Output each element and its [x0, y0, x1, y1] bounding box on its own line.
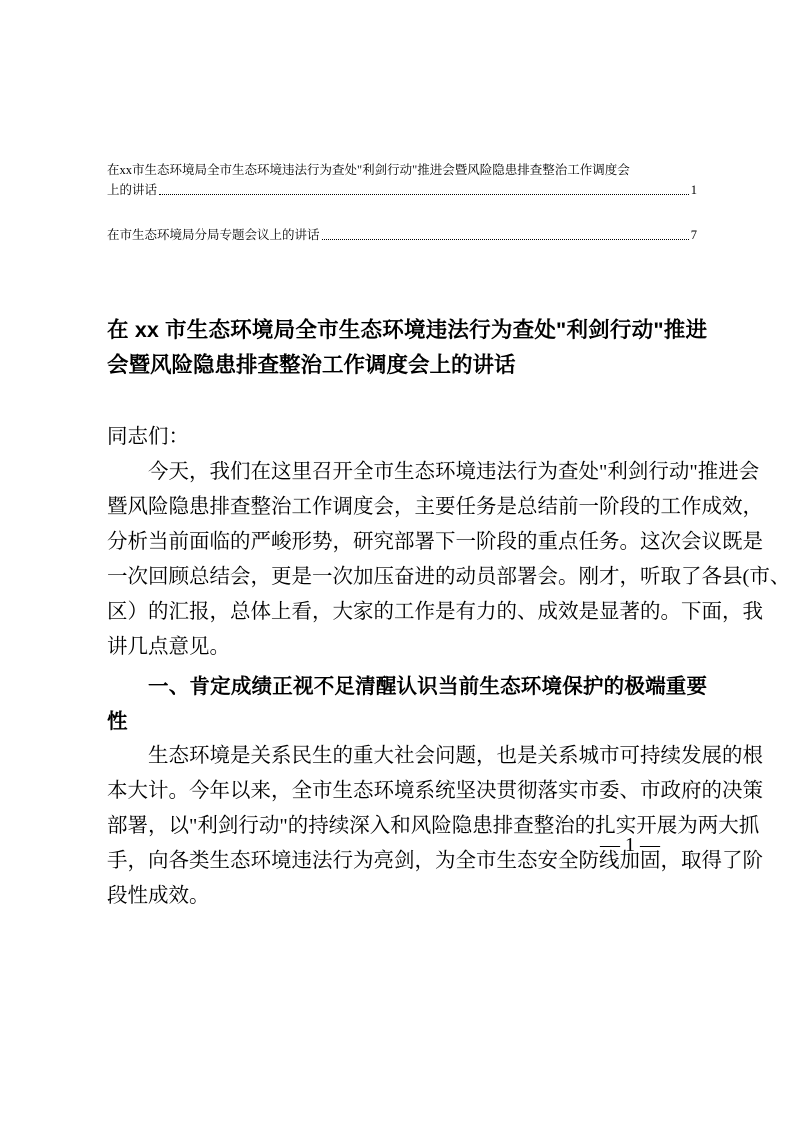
text-line: 段性成效。: [107, 885, 210, 907]
page-number: — 1 —: [600, 834, 660, 856]
toc-entry-title: 在xx市生态环境局全市生态环境违法行为查处"利剑行动"推进会暨风险隐患排查整治工作调度会: [107, 163, 630, 177]
toc-entry-1[interactable]: [107, 160, 697, 200]
salutation: 同志们：: [107, 426, 189, 448]
paragraph-1: [107, 455, 791, 665]
title-line: 会暨风险隐患排查整治工作调度会上的讲话: [107, 353, 516, 377]
text-line: 手，向各类生态环境违法行为亮剑，为全市生态安全防线加固，取得了阶: [107, 850, 763, 872]
toc-leader-dots: [322, 225, 689, 240]
text-line: 暨风险隐患排查整治工作调度会，主要任务是总结前一阶段的工作成效，: [107, 496, 763, 518]
text-line: 本大计。今年以来，全市生态环境系统坚决贯彻落实市委、市政府的决策: [107, 780, 763, 802]
section-heading-1: [107, 669, 707, 739]
toc-entry-title-cont: 上的讲话: [107, 183, 158, 197]
title-line: 在 xx 市生态环境局全市生态环境违法行为查处"利剑行动"推进: [107, 318, 707, 342]
text-line: 讲几点意见。: [107, 636, 230, 658]
text-line: 区）的汇报，总体上看，大家的工作是有力的、成效是显著的。下面，我: [107, 601, 763, 623]
heading-line: 一、肯定成绩正视不足清醒认识当前生态环境保护的极端重要: [148, 675, 707, 698]
toc-page-number: 7: [690, 228, 697, 242]
toc-page-number: 1: [690, 183, 697, 197]
toc-leader-dots: [159, 180, 689, 195]
text-line: 今天，我们在这里召开全市生态环境违法行为查处"利剑行动"推进会: [148, 461, 760, 483]
paragraph-2: [107, 739, 763, 914]
toc-entry-title: 在市生态环境局分局专题会议上的讲话: [107, 228, 320, 242]
toc-entry-2[interactable]: [107, 225, 697, 245]
text-line: 一次回顾总结会，更是一次加压奋进的动员部署会。刚才，听取了各县(市、: [107, 566, 791, 588]
text-line: 分析当前面临的严峻形势，研究部署下一阶段的重点任务。这次会议既是: [107, 531, 763, 553]
text-line: 部署，以"利剑行动"的持续深入和风险隐患排查整治的扎实开展为两大抓: [107, 815, 760, 837]
text-line: 生态环境是关系民生的重大社会问题，也是关系城市可持续发展的根: [148, 745, 763, 767]
document-title: [107, 310, 707, 380]
heading-line: 性: [107, 710, 128, 733]
